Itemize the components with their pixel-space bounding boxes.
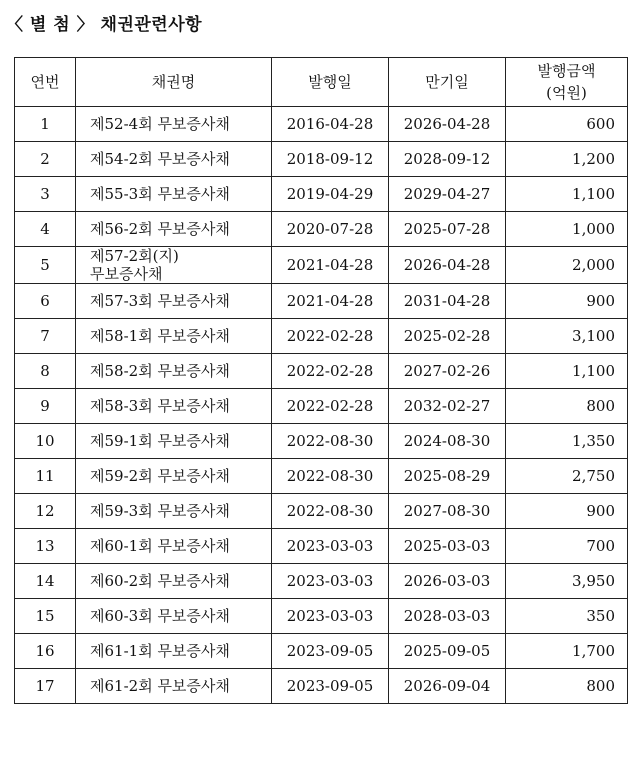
cell-serial-no: 7: [15, 319, 76, 354]
header-bond-name: 채권명: [76, 58, 272, 107]
cell-issue-date: 2023-03-03: [272, 529, 389, 564]
cell-issue-amount: 600: [506, 107, 628, 142]
cell-bond-name: 제54-2회 무보증사채: [76, 142, 272, 177]
cell-bond-name: 제60-2회 무보증사채: [76, 564, 272, 599]
cell-serial-no: 15: [15, 599, 76, 634]
cell-serial-no: 3: [15, 177, 76, 212]
header-maturity-date: 만기일: [389, 58, 506, 107]
cell-issue-amount: 1,100: [506, 354, 628, 389]
cell-bond-name: [76, 247, 272, 284]
cell-issue-date: 2020-07-28: [272, 212, 389, 247]
cell-bond-name: 제60-1회 무보증사채: [76, 529, 272, 564]
cell-maturity-date: 2025-07-28: [389, 212, 506, 247]
cell-issue-date: 2022-08-30: [272, 494, 389, 529]
cell-issue-date: 2021-04-28: [272, 284, 389, 319]
cell-serial-no: 1: [15, 107, 76, 142]
cell-issue-date: 2019-04-29: [272, 177, 389, 212]
header-serial-no: 연번: [15, 58, 76, 107]
cell-serial-no: 14: [15, 564, 76, 599]
cell-bond-name: 제60-3회 무보증사채: [76, 599, 272, 634]
cell-issue-date: 2022-02-28: [272, 354, 389, 389]
cell-maturity-date: 2026-03-03: [389, 564, 506, 599]
cell-bond-name: 제59-3회 무보증사채: [76, 494, 272, 529]
table-row: [15, 459, 628, 494]
cell-serial-no: 12: [15, 494, 76, 529]
table-row: [15, 389, 628, 424]
cell-serial-no: 10: [15, 424, 76, 459]
cell-maturity-date: 2025-03-03: [389, 529, 506, 564]
table-row: [15, 142, 628, 177]
cell-maturity-date: 2032-02-27: [389, 389, 506, 424]
cell-maturity-date: 2028-09-12: [389, 142, 506, 177]
cell-serial-no: 8: [15, 354, 76, 389]
cell-issue-amount: 1,350: [506, 424, 628, 459]
cell-issue-amount: 3,950: [506, 564, 628, 599]
table-row: [15, 634, 628, 669]
cell-bond-name: 제59-1회 무보증사채: [76, 424, 272, 459]
cell-issue-date: 2021-04-28: [272, 247, 389, 284]
header-issue-date: 발행일: [272, 58, 389, 107]
cell-issue-date: 2023-03-03: [272, 564, 389, 599]
table-row: [15, 669, 628, 704]
table-row: [15, 494, 628, 529]
cell-serial-no: 11: [15, 459, 76, 494]
cell-issue-amount: 3,100: [506, 319, 628, 354]
cell-maturity-date: 2025-09-05: [389, 634, 506, 669]
cell-issue-date: 2023-09-05: [272, 669, 389, 704]
cell-issue-amount: 800: [506, 389, 628, 424]
table-row: [15, 177, 628, 212]
attachment-label: 〈 별 첨 〉: [6, 15, 95, 35]
cell-issue-amount: 800: [506, 669, 628, 704]
cell-maturity-date: 2025-02-28: [389, 319, 506, 354]
cell-serial-no: 17: [15, 669, 76, 704]
cell-bond-name: 제56-2회 무보증사채: [76, 212, 272, 247]
table-row: [15, 107, 628, 142]
header-issue-amount-unit: (억원): [546, 84, 587, 102]
cell-issue-date: 2022-08-30: [272, 459, 389, 494]
cell-issue-date: 2022-02-28: [272, 319, 389, 354]
cell-bond-name: 제61-1회 무보증사채: [76, 634, 272, 669]
bond-table: [14, 57, 628, 704]
cell-maturity-date: 2031-04-28: [389, 284, 506, 319]
cell-issue-amount: 900: [506, 284, 628, 319]
table-row: [15, 319, 628, 354]
table-row: [15, 247, 628, 284]
cell-issue-amount: 1,700: [506, 634, 628, 669]
table-row: [15, 212, 628, 247]
cell-issue-date: 2022-02-28: [272, 389, 389, 424]
cell-serial-no: 9: [15, 389, 76, 424]
cell-maturity-date: 2024-08-30: [389, 424, 506, 459]
cell-issue-amount: 900: [506, 494, 628, 529]
page-heading: [6, 10, 202, 35]
cell-bond-name: 제59-2회 무보증사채: [76, 459, 272, 494]
cell-bond-name-line: 무보증사채: [90, 265, 163, 283]
cell-serial-no: 4: [15, 212, 76, 247]
header-issue-amount-label: 발행금액: [537, 62, 596, 80]
cell-bond-name: 제57-3회 무보증사채: [76, 284, 272, 319]
cell-serial-no: 13: [15, 529, 76, 564]
cell-issue-amount: 700: [506, 529, 628, 564]
cell-bond-name: 제61-2회 무보증사채: [76, 669, 272, 704]
table-header: [15, 58, 628, 107]
cell-issue-date: 2018-09-12: [272, 142, 389, 177]
cell-bond-name: 제58-3회 무보증사채: [76, 389, 272, 424]
header-issue-amount: [506, 58, 628, 107]
table-body: [15, 107, 628, 704]
table-row: [15, 564, 628, 599]
cell-maturity-date: 2027-02-26: [389, 354, 506, 389]
cell-issue-amount: 1,200: [506, 142, 628, 177]
cell-bond-name: 제52-4회 무보증사채: [76, 107, 272, 142]
table-row: [15, 354, 628, 389]
cell-bond-name: 제55-3회 무보증사채: [76, 177, 272, 212]
cell-maturity-date: 2027-08-30: [389, 494, 506, 529]
header-row: [15, 58, 628, 107]
table-row: [15, 424, 628, 459]
cell-serial-no: 6: [15, 284, 76, 319]
cell-serial-no: 5: [15, 247, 76, 284]
cell-maturity-date: 2026-09-04: [389, 669, 506, 704]
cell-issue-amount: 350: [506, 599, 628, 634]
cell-issue-amount: 1,000: [506, 212, 628, 247]
cell-maturity-date: 2026-04-28: [389, 247, 506, 284]
cell-maturity-date: 2025-08-29: [389, 459, 506, 494]
cell-maturity-date: 2028-03-03: [389, 599, 506, 634]
cell-bond-name: 제58-2회 무보증사채: [76, 354, 272, 389]
cell-issue-date: 2023-09-05: [272, 634, 389, 669]
table-row: [15, 284, 628, 319]
table-row: [15, 599, 628, 634]
cell-issue-amount: 2,000: [506, 247, 628, 284]
heading-title: 채권관련사항: [100, 15, 203, 35]
cell-issue-date: 2016-04-28: [272, 107, 389, 142]
cell-serial-no: 2: [15, 142, 76, 177]
cell-issue-date: 2022-08-30: [272, 424, 389, 459]
cell-bond-name-line: 제57-2회(지): [90, 247, 179, 265]
cell-maturity-date: 2026-04-28: [389, 107, 506, 142]
cell-issue-amount: 2,750: [506, 459, 628, 494]
cell-serial-no: 16: [15, 634, 76, 669]
cell-bond-name: 제58-1회 무보증사채: [76, 319, 272, 354]
cell-maturity-date: 2029-04-27: [389, 177, 506, 212]
cell-issue-date: 2023-03-03: [272, 599, 389, 634]
cell-issue-amount: 1,100: [506, 177, 628, 212]
table-row: [15, 529, 628, 564]
